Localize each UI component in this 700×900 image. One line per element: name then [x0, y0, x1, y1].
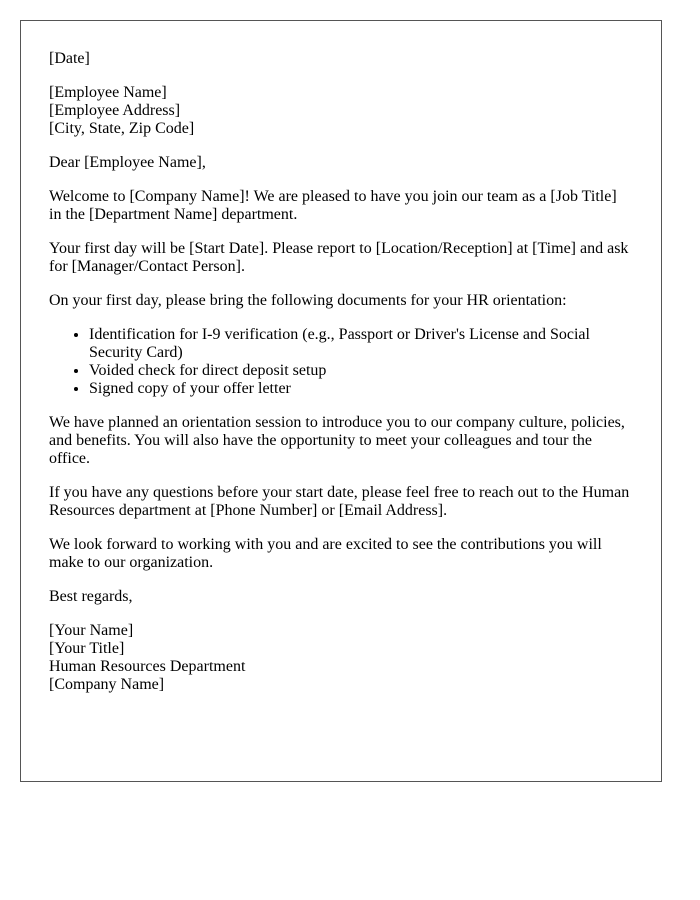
- welcome-paragraph: Welcome to [Company Name]! We are pleased to have you join our team as a [Job Title] in the [Department Name] department.: [49, 188, 617, 223]
- signature-title: [Your Title]: [49, 640, 125, 657]
- list-item: • Identification for I-9 verification (e.g., Passport or Driver's License and Social Security Card): [89, 326, 633, 362]
- signature-department: Human Resources Department: [49, 658, 246, 675]
- recipient-address: [Employee Address]: [49, 102, 181, 119]
- signature-company: [Company Name]: [49, 676, 165, 693]
- orientation-paragraph: We have planned an orientation session to introduce you to our company culture, policies, and benefits. You will also have the opportunity to meet your colleagues and tour the office.: [49, 414, 625, 467]
- first-day-paragraph: Your first day will be [Start Date]. Please report to [Location/Reception] at [Time] and ask for [Manager/Contact Person].: [49, 240, 629, 275]
- letter-date: [Date]: [49, 50, 90, 67]
- letter-page: [20, 20, 662, 782]
- list-item: • Signed copy of your offer letter: [89, 380, 633, 398]
- closing-paragraph: We look forward to working with you and are excited to see the contributions you will make to our organization.: [49, 536, 602, 571]
- signature-block: [49, 622, 633, 694]
- recipient-city-state-zip: [City, State, Zip Code]: [49, 120, 195, 137]
- documents-intro-paragraph: On your first day, please bring the following documents for your HR orientation:: [49, 292, 567, 309]
- list-item: • Voided check for direct deposit setup: [89, 362, 633, 380]
- salutation: Dear [Employee Name],: [49, 154, 206, 171]
- recipient-name: [Employee Name]: [49, 84, 167, 101]
- documents-list: [49, 326, 633, 398]
- signature-name: [Your Name]: [49, 622, 134, 639]
- signoff: Best regards,: [49, 588, 133, 605]
- recipient-address-block: [49, 84, 633, 138]
- questions-paragraph: If you have any questions before your start date, please feel free to reach out to the Human Resources department at [Phone Number] or [Email Address].: [49, 484, 630, 519]
